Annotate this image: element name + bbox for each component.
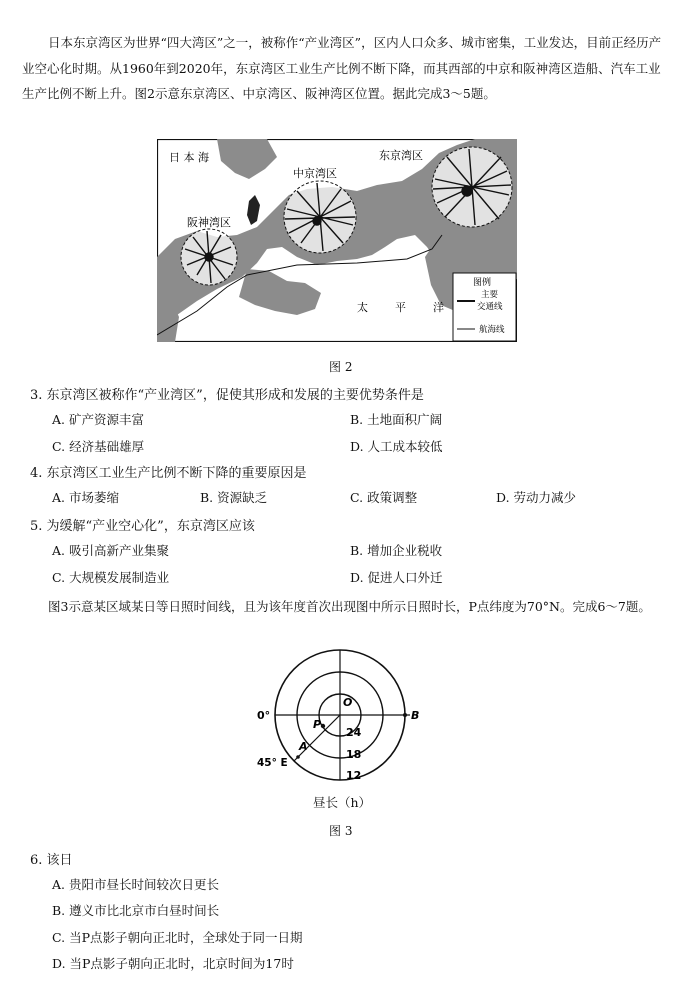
q3-option-c[interactable]: C. 经济基础雄厚	[52, 439, 145, 454]
q6-option-a[interactable]: A. 贵阳市昼长时间较次日更长	[52, 877, 219, 892]
legend-transport-line2: 交通线	[477, 302, 503, 312]
q3-option-a[interactable]: A. 矿产资源丰富	[52, 412, 144, 427]
intro2-text: 图3示意某区域某日等日照时间线，且为该年度首次出现图中所示日照时长，P点纬度为70°N。完成6～7题。	[48, 599, 651, 614]
q4-option-c[interactable]: C. 政策调整	[350, 490, 418, 505]
figure2-caption: 图 2	[329, 360, 353, 374]
point-p	[321, 724, 325, 728]
ring-label-18: 18	[346, 748, 362, 761]
legend-title: 图例	[473, 278, 492, 288]
q4-stem: 4. 东京湾区工业生产比例不断下降的重要原因是	[30, 466, 307, 481]
label-45e: 45° E	[257, 757, 288, 769]
q4-option-b[interactable]: B. 资源缺乏	[200, 490, 268, 505]
q5-option-a[interactable]: A. 吸引高新产业集聚	[52, 543, 169, 558]
map-legend	[453, 273, 516, 341]
figure2-map	[157, 139, 517, 342]
label-hanshin: 阪神湾区	[187, 216, 231, 229]
intro2-paragraph	[22, 594, 662, 620]
label-chukyo: 中京湾区	[293, 167, 337, 180]
label-a: A	[299, 740, 308, 753]
q6-option-d[interactable]: D. 当P点影子朝向正北时，北京时间为17时	[52, 956, 294, 971]
label-0deg: 0°	[257, 709, 271, 722]
figure3-diagram	[255, 648, 425, 788]
q6-option-b[interactable]: B. 遵义市比北京市白昼时间长	[52, 903, 220, 918]
q5-stem: 5. 为缓解“产业空心化”，东京湾区应该	[30, 519, 255, 534]
q3-stem: 3. 东京湾区被称作“产业湾区”，促使其形成和发展的主要优势条件是	[30, 388, 424, 403]
point-a	[296, 755, 300, 759]
q3-option-b[interactable]: B. 土地面积广阔	[350, 412, 443, 427]
q5-option-c[interactable]: C. 大规模发展制造业	[52, 570, 170, 585]
label-b: B	[411, 709, 420, 722]
figure3-axis-label: 昼长（h）	[313, 795, 372, 810]
ring-label-12: 12	[346, 769, 362, 782]
q5-option-b[interactable]: B. 增加企业税收	[350, 543, 443, 558]
q5-option-d[interactable]: D. 促进人口外迁	[350, 570, 443, 585]
legend-shipping: 航海线	[479, 325, 505, 335]
label-pacific-2: 平	[395, 301, 406, 314]
label-pacific-3: 洋	[433, 301, 444, 314]
q3-option-d[interactable]: D. 人工成本较低	[350, 439, 443, 454]
ring-label-24: 24	[346, 726, 362, 739]
intro-text: 日本东京湾区为世界“四大湾区”之一，被称作“产业湾区”，区内人口众多、城市密集，工业发达，目前正经历产业空心化时期。从1960年到2020年，东京湾区工业生产比例不断下降，而其西部的中京和阪神湾区造船、汽车工业生产比例不断上升。图2示意东京湾区、中京湾区、阪神湾区位置。据此完成3～5题。	[22, 35, 662, 101]
q4-option-d[interactable]: D. 劳动力减少	[496, 490, 577, 505]
figure3-caption: 图 3	[329, 824, 353, 838]
q6-option-c[interactable]: C. 当P点影子朝向正北时，全球处于同一日期	[52, 930, 303, 945]
legend-transport-line1: 主要	[481, 290, 499, 300]
label-pacific-1: 太	[357, 301, 368, 314]
label-sea-of-japan: 日 本 海	[169, 151, 209, 164]
intro-paragraph	[22, 30, 662, 107]
label-o: O	[343, 696, 353, 709]
q4-option-a[interactable]: A. 市场萎缩	[52, 490, 119, 505]
point-b	[403, 713, 407, 717]
q6-stem: 6. 该日	[30, 853, 73, 868]
label-p: P	[313, 718, 322, 731]
label-tokyo: 东京湾区	[379, 149, 423, 162]
